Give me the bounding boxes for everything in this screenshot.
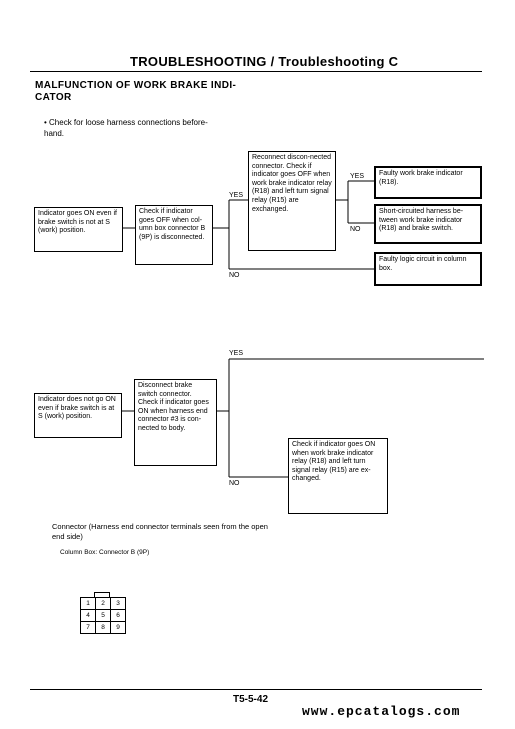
no-label: NO [350,226,361,233]
no-label: NO [229,272,240,279]
pin-cell: 7 [81,622,96,634]
connector-pin-grid [80,597,126,634]
yes-label: YES [350,173,365,180]
pin-cell: 5 [96,610,111,622]
page-number: T5-5-42 [233,694,269,705]
result-faulty-logic: Faulty logic circuit in column box. [374,252,482,286]
pin-cell: 8 [96,622,111,634]
check-box-connector-b: Check if indicator goes OFF when col-umn box connector B (9P) is disconnected. [135,205,213,265]
pin-cell: 6 [111,610,126,622]
symptom-box-indicator-off: Indicator does not go ON even if brake switch is at S (work) position. [34,393,122,438]
pin-cell: 3 [111,598,126,610]
connector-note: Connector (Harness end connector terminals seen from the open end side) [52,522,268,541]
pin-cell: 1 [81,598,96,610]
result-faulty-indicator: Faulty work brake indicator (R18). [374,166,482,199]
check-box-exchange-relays-2: Check if indicator goes ON when work brake indicator relay (R18) and left turn signal relay (R15) are ex-changed. [288,438,388,514]
pin-cell: 9 [111,622,126,634]
watermark: www.epcatalogs.com [302,704,461,719]
yes-label: YES [229,192,244,199]
precheck-note: • Check for loose harness connections before- hand. [44,118,208,138]
yes-label: YES [229,350,244,357]
footer-rule [30,689,482,690]
pin-cell: 2 [96,598,111,610]
no-label: NO [229,480,240,487]
page-header-title: TROUBLESHOOTING / Troubleshooting C [130,54,399,69]
connector-caption: Column Box: Connector B (9P) [60,549,150,556]
check-box-brake-switch: Disconnect brake switch connector. Check if indicator goes ON when harness end connector #3 is con-nected to body. [134,379,217,466]
check-box-exchange-relays: Reconnect discon-nected connector. Check if indicator goes OFF when work brake indicator relay (R18) and left turn signal relay (R15) are exchanged. [248,151,336,251]
symptom-box-indicator-on: Indicator goes ON even if brake switch is not at S (work) position. [34,207,123,252]
result-short-circuit: Short-circuited harness be-tween work brake indicator (R18) and brake switch. [374,204,482,244]
section-title: MALFUNCTION OF WORK BRAKE INDI- CATOR [35,80,237,103]
pin-cell: 4 [81,610,96,622]
